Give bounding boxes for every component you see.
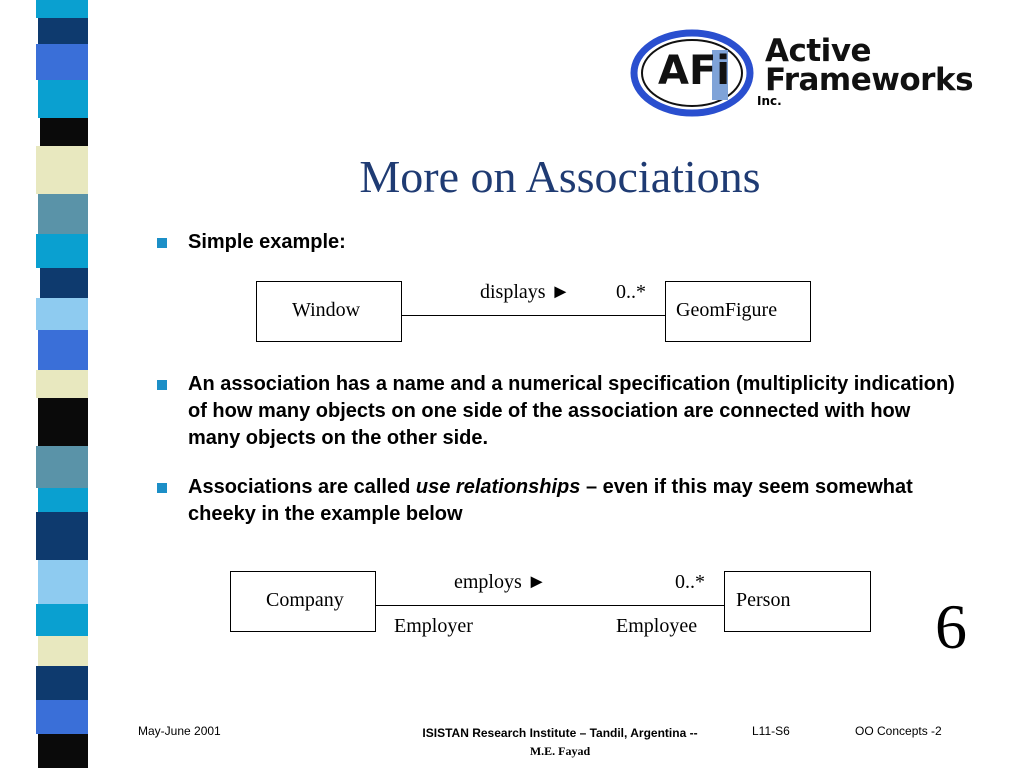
class-box-window <box>256 281 402 342</box>
class-name-person: Person <box>736 589 791 611</box>
class-name-geomfigure: GeomFigure <box>676 299 778 321</box>
association-line <box>401 315 665 316</box>
footer-date: May-June 2001 <box>138 724 221 738</box>
multiplicity-label: 0..* <box>675 571 705 593</box>
bullet-text-simple-example: Simple example: <box>188 231 346 253</box>
logo-text-inc: Inc. <box>757 94 782 108</box>
bullet-icon <box>157 380 167 390</box>
footer-slide-id: L11-S6 <box>752 724 790 738</box>
bullet-text-italic: use relationships <box>415 476 581 498</box>
page-number: 6 <box>935 591 967 662</box>
slide-title: More on Associations <box>359 151 761 202</box>
bullet-icon <box>157 238 167 248</box>
class-name-window: Window <box>292 299 361 321</box>
footer-author: M.E. Fayad <box>529 744 591 758</box>
class-name-company: Company <box>266 589 344 611</box>
logo-text-active: Active <box>765 33 872 69</box>
association-name: employs ► <box>454 571 547 593</box>
class-box-company <box>230 571 376 632</box>
role-label-employee: Employee <box>616 615 698 637</box>
bullet-text-part: Associations are called <box>188 476 416 498</box>
footer-course: OO Concepts -2 <box>855 724 942 738</box>
association-line <box>375 605 724 606</box>
footer-institute <box>420 724 700 760</box>
bullet-icon <box>157 483 167 493</box>
footer-institute-text: ISISTAN Research Institute – Tandil, Argentina -- <box>422 726 698 740</box>
multiplicity-label: 0..* <box>616 281 646 303</box>
bullet-text-part: – even if this may seem somewhat cheeky in the example below <box>188 476 913 525</box>
bullet-text-association-definition: An association has a name and a numerical specification (multiplicity indication) of how many objects on one side of the association are connected with how many objects on the other side. <box>188 373 955 449</box>
logo-text-frameworks: Frameworks <box>765 62 974 98</box>
company-logo <box>630 28 995 123</box>
role-label-employer: Employer <box>394 615 473 637</box>
bullet-text-use-relationships <box>188 474 918 528</box>
class-box-person <box>724 571 871 632</box>
association-name: displays ► <box>480 281 571 303</box>
class-box-geomfigure <box>665 281 811 342</box>
decorative-strip <box>0 0 110 768</box>
logo-letters: AFi <box>658 48 730 94</box>
